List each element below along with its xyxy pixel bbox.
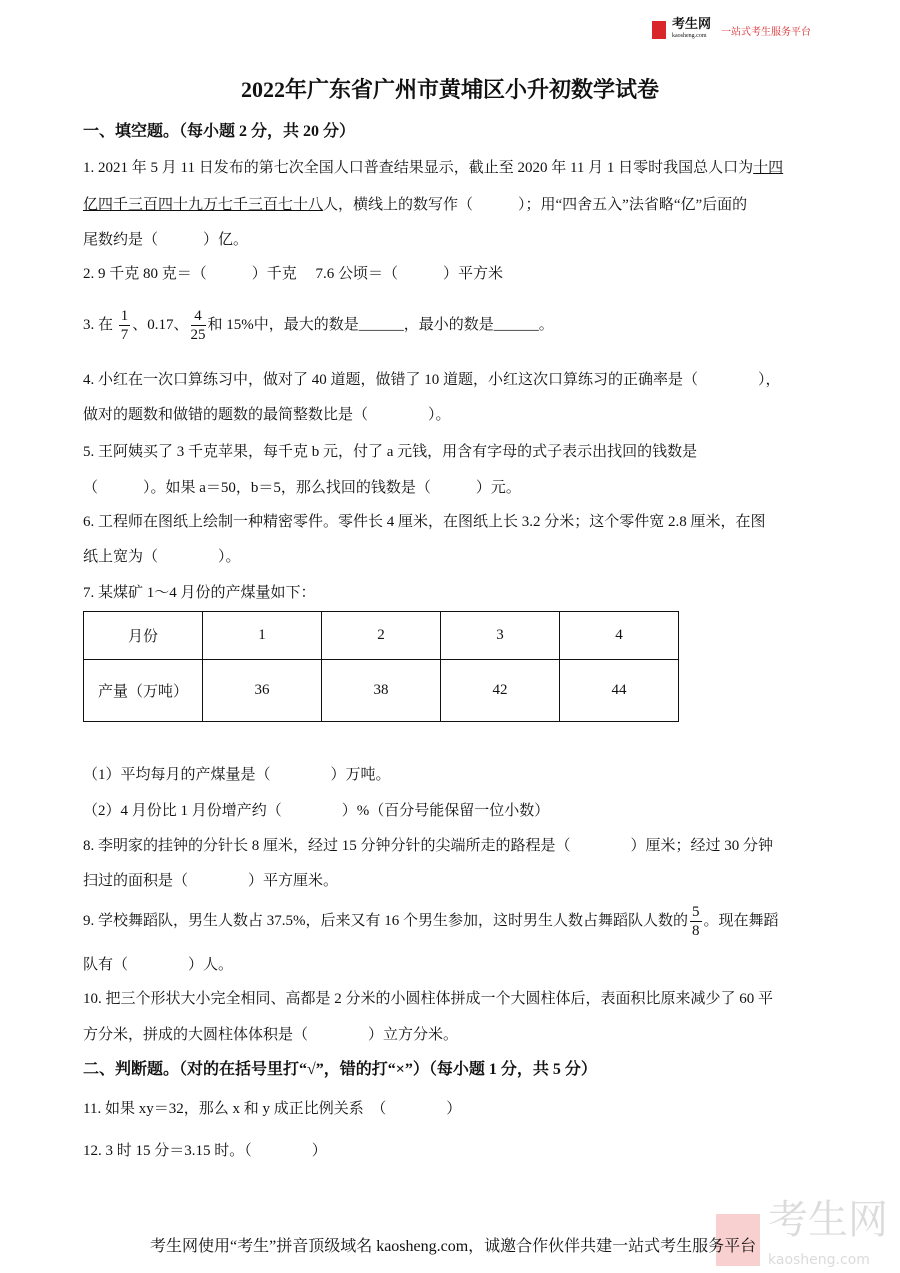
q9-text: 9. 学校舞蹈队，男生人数占 37.5%，后来又有 16 个男生参加，这时男生人数占舞蹈队人数的 bbox=[83, 913, 688, 929]
table-cell: 3 bbox=[441, 612, 560, 660]
denominator: 7 bbox=[120, 327, 129, 344]
table-cell: 1 bbox=[203, 612, 322, 660]
logo-text bbox=[672, 18, 711, 42]
table-cell: 42 bbox=[441, 660, 560, 722]
table-cell: 2 bbox=[322, 612, 441, 660]
fraction-4-25 bbox=[191, 307, 206, 344]
q7-sub2: （2）4 月份比 1 月份增产约（ ）%（百分号能保留一位小数） bbox=[83, 803, 550, 819]
q7-intro: 7. 某煤矿 1～4 月份的产煤量如下： bbox=[83, 585, 316, 601]
q4-line1: 4. 小红在一次口算练习中，做对了 40 道题，做错了 10 道题，小红这次口算练习的正确率是（ ）， bbox=[83, 372, 781, 388]
q9-text: 。现在舞蹈 bbox=[703, 913, 779, 929]
q12: 12. 3 时 15 分＝3.15 时。（ ） bbox=[83, 1143, 327, 1159]
q1-line1 bbox=[83, 158, 783, 178]
q10-line1: 10. 把三个形状大小完全相同、高都是 2 分米的小圆柱体拼成一个大圆柱体后，表面积比原来减少了 60 平 bbox=[83, 991, 774, 1007]
numerator: 4 bbox=[191, 307, 206, 326]
table-header-row bbox=[84, 612, 679, 660]
q8-line1: 8. 李明家的挂钟的分针长 8 厘米，经过 15 分钟分针的尖端所走的路程是（ ）厘米；经过 30 分钟 bbox=[83, 838, 774, 854]
table-cell: 产量（万吨） bbox=[84, 660, 203, 722]
q3-text: 和 15%中，最大的数是______，最小的数是______。 bbox=[207, 317, 554, 333]
q3 bbox=[83, 306, 554, 344]
q5-line2: （ ）。如果 a＝50，b＝5，那么找回的钱数是（ ）元。 bbox=[83, 480, 521, 496]
q10-line2: 方分米，拼成的大圆柱体体积是（ ）立方分米。 bbox=[83, 1027, 459, 1043]
numerator: 5 bbox=[692, 904, 700, 921]
q5-line1: 5. 王阿姨买了 3 千克苹果，每千克 b 元，付了 a 元钱，用含有字母的式子表示出找回的钱数是 bbox=[83, 444, 698, 460]
q4-line2: 做对的题数和做错的题数的最简整数比是（ ）。 bbox=[83, 407, 451, 423]
watermark-domain: kaosheng.com bbox=[768, 1252, 870, 1268]
q2: 2. 9 千克 80 克＝（ ）千克 7.6 公顷＝（ ）平方米 bbox=[83, 266, 504, 282]
kaosheng-logo-icon bbox=[652, 21, 666, 39]
fraction-5-8 bbox=[690, 903, 702, 940]
q7-sub1: （1）平均每月的产煤量是（ ）万吨。 bbox=[83, 767, 391, 783]
q1-underlined: 亿四千三百四十九万七千三百七十八 bbox=[83, 197, 324, 213]
denominator: 25 bbox=[190, 327, 206, 344]
coal-output-table bbox=[83, 611, 679, 722]
header-slogan: 一站式考生服务平台 bbox=[721, 26, 812, 38]
q1-text: 人，横线上的数写作（ ）；用“四舍五入”法省略“亿”后面的 bbox=[323, 197, 748, 213]
q1-line2 bbox=[83, 195, 747, 215]
watermark-name: 考生网 bbox=[768, 1197, 888, 1243]
q6-line2: 纸上宽为（ ）。 bbox=[83, 549, 241, 565]
logo-name: 考生网 bbox=[672, 16, 712, 31]
logo-domain: kaosheng.com bbox=[672, 33, 707, 39]
q11: 11. 如果 xy＝32，那么 x 和 y 成正比例关系 （ ） bbox=[83, 1101, 462, 1117]
q8-line2: 扫过的面积是（ ）平方厘米。 bbox=[83, 873, 339, 889]
table-cell: 38 bbox=[322, 660, 441, 722]
section-2-heading: 二、判断题。（对的在括号里打“√”，错的打“×”）（每小题 1 分，共 5 分） bbox=[83, 1061, 597, 1078]
q6-line1: 6. 工程师在图纸上绘制一种精密零件。零件长 4 厘米，在图纸上长 3.2 分米；这个零件宽 2.8 厘米，在图 bbox=[83, 514, 766, 530]
page-title: 2022年广东省广州市黄埔区小升初数学试卷 bbox=[240, 77, 659, 102]
watermark-text bbox=[768, 1197, 888, 1273]
header-logo[interactable] bbox=[652, 18, 811, 42]
q9-line1 bbox=[83, 902, 779, 940]
q3-text: 3. 在 bbox=[83, 317, 114, 333]
table-row bbox=[84, 660, 679, 722]
q1-text: 1. 2021 年 5 月 11 日发布的第七次全国人口普查结果显示，截止至 2020 年 11 月 1 日零时我国总人口为 bbox=[83, 160, 754, 176]
q1-underlined: 十四 bbox=[753, 160, 784, 176]
footer-text: 考生网使用“考生”拼音顶级域名 kaosheng.com，诚邀合作伙伴共建一站式考生服务平台 bbox=[150, 1238, 757, 1255]
q1-line3: 尾数约是（ ）亿。 bbox=[83, 232, 249, 248]
q9-line2: 队有（ ）人。 bbox=[83, 957, 234, 973]
table-cell: 44 bbox=[560, 660, 679, 722]
denominator: 8 bbox=[692, 923, 700, 940]
table-cell: 36 bbox=[203, 660, 322, 722]
table-cell: 月份 bbox=[84, 612, 203, 660]
fraction-1-7 bbox=[119, 307, 131, 344]
q3-text: 、0.17、 bbox=[132, 317, 189, 333]
table-cell: 4 bbox=[560, 612, 679, 660]
numerator: 1 bbox=[120, 308, 129, 325]
section-1-heading: 一、填空题。（每小题 2 分，共 20 分） bbox=[83, 123, 356, 140]
